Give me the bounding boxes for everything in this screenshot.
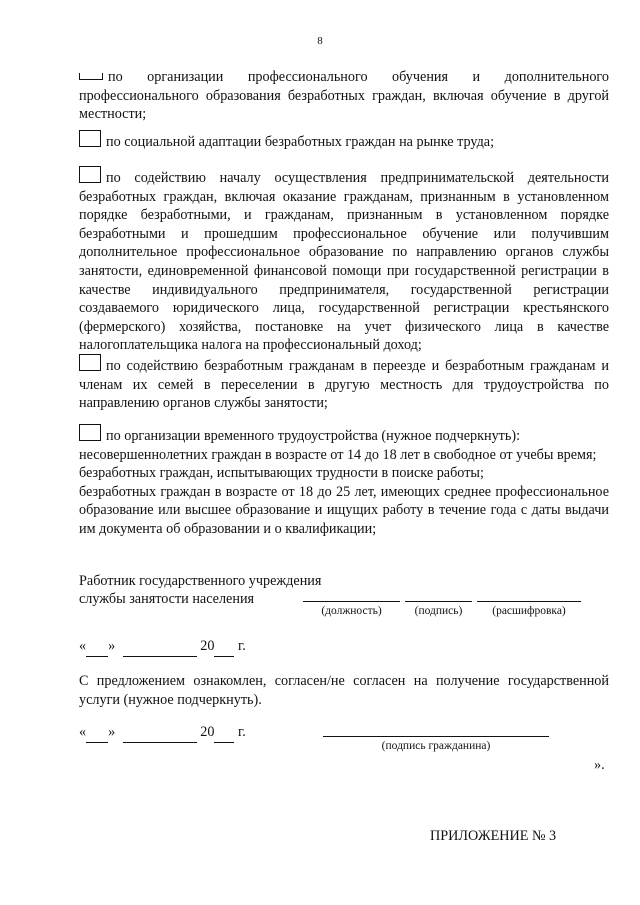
decoding-caption: (расшифровка) bbox=[492, 605, 566, 617]
service-item-temporary-employment bbox=[79, 424, 609, 539]
worker-label-line2: службы занятости населения bbox=[79, 591, 255, 607]
worker-label-line1: Работник государственного учреждения bbox=[79, 573, 322, 589]
position-caption: (должность) bbox=[321, 605, 382, 617]
checkbox-entrepreneurship[interactable] bbox=[79, 166, 101, 183]
citizen-signature-caption: (подпись гражданина) bbox=[381, 740, 491, 752]
citizen-date-line: « » 20 г. bbox=[79, 723, 246, 743]
appendix-title: ПРИЛОЖЕНИЕ № 3 bbox=[430, 828, 557, 844]
item-text: по содействию безработным гражданам в переезде и безработным гражданам и членам их семей в переселении в другую местность для трудоустройства по направлению органов службы занятости; bbox=[79, 358, 609, 412]
temp-option-difficulty[interactable]: безработных граждан, испытывающих трудности в поиске работы; bbox=[79, 465, 484, 482]
service-item-social-adaptation bbox=[79, 130, 609, 152]
citizen-signature-field[interactable] bbox=[323, 736, 549, 737]
service-item-vocational-training bbox=[79, 68, 609, 124]
service-item-entrepreneurship bbox=[79, 166, 609, 355]
year-field[interactable] bbox=[214, 723, 234, 743]
page-number: 8 bbox=[317, 35, 323, 47]
item-text: по социальной адаптации безработных граждан на рынке труда; bbox=[106, 134, 495, 150]
month-field[interactable] bbox=[123, 723, 197, 743]
year-field[interactable] bbox=[214, 637, 234, 657]
signature-caption: (подпись) bbox=[414, 605, 463, 617]
checkbox-relocation[interactable] bbox=[79, 354, 101, 371]
item-text: по организации временного трудоустройства (нужное подчеркнуть): bbox=[106, 428, 521, 444]
agreement-text: С предложением ознакомлен, согласен/не согласен на получение государственной услуги (нужное подчеркнуть). bbox=[79, 673, 609, 708]
signature-field[interactable] bbox=[405, 601, 472, 602]
checkbox-social-adaptation[interactable] bbox=[79, 130, 101, 147]
worker-date-line: « » 20 г. bbox=[79, 637, 246, 657]
closing-mark: ». bbox=[594, 757, 605, 773]
decoding-field[interactable] bbox=[477, 601, 581, 602]
item-text: по организации профессионального обучения и дополнительного профессионального образования безработных граждан, включая обучение в другой местности; bbox=[79, 69, 609, 123]
checkbox-vocational-training[interactable] bbox=[79, 73, 103, 80]
service-item-relocation bbox=[79, 354, 609, 413]
month-field[interactable] bbox=[123, 637, 197, 657]
day-field[interactable] bbox=[86, 637, 108, 657]
temp-option-young-graduates[interactable]: безработных граждан в возрасте от 18 до 25 лет, имеющих среднее профессиональное образование или высшее образование и ищущих работу в течение года с даты выдачи им документа об образовании и о квалификации; bbox=[79, 483, 609, 537]
position-field[interactable] bbox=[303, 601, 400, 602]
temp-option-minors[interactable]: несовершеннолетних граждан в возрасте от 14 до 18 лет в свободное от учебы время; bbox=[79, 446, 597, 463]
checkbox-temporary-employment[interactable] bbox=[79, 424, 101, 441]
day-field[interactable] bbox=[86, 723, 108, 743]
item-text: по содействию началу осуществления предпринимательской деятельности безработных граждан, включая оказание гражданам, признанным в установленном порядке безработными, и гражданам, признанным в установленном порядке безработными и прошедшим профессиональное обучение или получившим дополнительное профессиональное образование по направлению органов службы занятости, единовременной финансовой помощи при государственной регистрации в качестве индивидуального предпринимателя, государственной регистрации создаваемого юридического лица, государственной регистрации крестьянского (фермерского) хозяйства, постановке на учет физического лица в качестве налогоплательщика налога на профессиональный доход; bbox=[79, 170, 609, 354]
